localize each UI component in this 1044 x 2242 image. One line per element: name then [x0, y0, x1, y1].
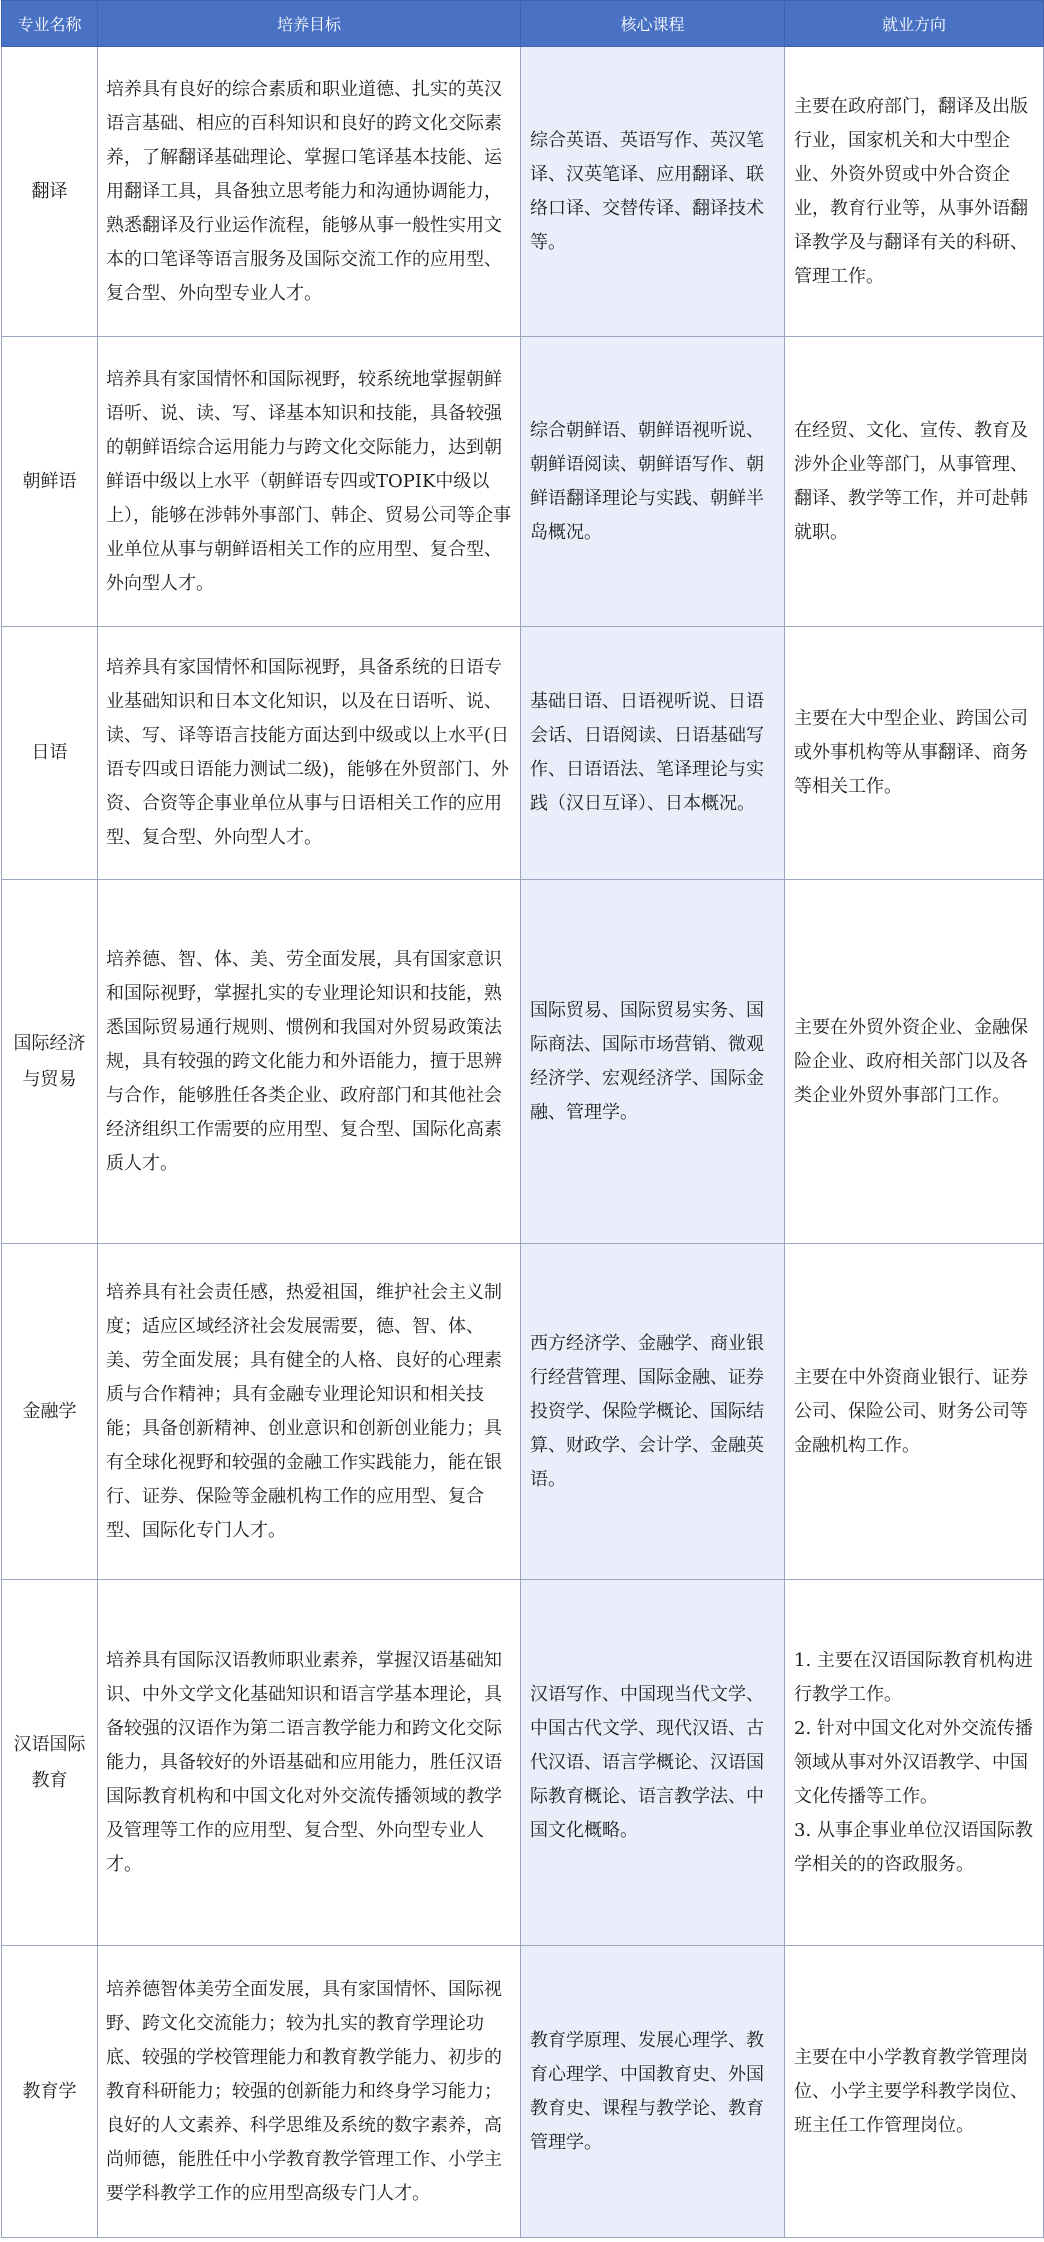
core-courses: 汉语写作、中国现当代文学、中国古代文学、现代汉语、古代汉语、语言学概论、汉语国际教育概论、语言教学法、中国文化概略。 — [521, 1580, 785, 1946]
career-line: 主要在大中型企业、跨国公司或外事机构等从事翻译、商务等相关工作。 — [794, 708, 1028, 797]
training-goal: 培养具有良好的综合素质和职业道德、扎实的英汉语言基础、相应的百科知识和良好的跨文化交际素养，了解翻译基础理论、掌握口笔译基本技能、运用翻译工具，具备独立思考能力和沟通协调能力，熟悉翻译及行业运作流程，能够从事一般性实用文本的口笔译等语言服务及国际交流工作的应用型、复合型、外向型专业人才。 — [98, 47, 521, 337]
table-header — [2, 1, 1044, 47]
major-name: 日语 — [2, 627, 98, 880]
header-career-direction: 就业方向 — [785, 1, 1044, 47]
career-line: 主要在政府部门，翻译及出版行业，国家机关和大中型企业、外资外贸或中外合资企业，教育行业等，从事外语翻译教学及与翻译有关的科研、管理工作。 — [794, 95, 1028, 287]
career-line: 2. 针对中国文化对外交流传播领域从事对外汉语教学、中国文化传播等工作。 — [794, 1717, 1033, 1807]
core-courses: 综合英语、英语写作、英汉笔译、汉英笔译、应用翻译、联络口译、交替传译、翻译技术等。 — [521, 47, 785, 337]
career-line: 在经贸、文化、宣传、教育及涉外企业等部门，从事管理、翻译、教学等工作，并可赴韩就职。 — [794, 419, 1028, 543]
career-direction — [785, 880, 1044, 1244]
major-name: 朝鲜语 — [2, 337, 98, 627]
career-direction — [785, 337, 1044, 627]
major-name: 金融学 — [2, 1244, 98, 1580]
core-courses: 综合朝鲜语、朝鲜语视听说、朝鲜语阅读、朝鲜语写作、朝鲜语翻译理论与实践、朝鲜半岛概况。 — [521, 337, 785, 627]
table-row — [2, 880, 1044, 1244]
career-line: 3. 从事企事业单位汉语国际教学相关的的咨政服务。 — [794, 1819, 1033, 1875]
table-row — [2, 337, 1044, 627]
career-line: 主要在外贸外资企业、金融保险企业、政府相关部门以及各类企业外贸外事部门工作。 — [794, 1016, 1028, 1106]
career-line: 1. 主要在汉语国际教育机构进行教学工作。 — [794, 1649, 1033, 1705]
career-direction — [785, 47, 1044, 337]
table-row — [2, 1244, 1044, 1580]
career-direction — [785, 1244, 1044, 1580]
training-goal: 培养具有家国情怀和国际视野，具备系统的日语专业基础知识和日本文化知识，以及在日语听、说、读、写、译等语言技能方面达到中级或以上水平(日语专四或日语能力测试二级)，能够在外贸部门、外资、合资等企事业单位从事与日语相关工作的应用型、复合型、外向型人才。 — [98, 627, 521, 880]
core-courses: 教育学原理、发展心理学、教育心理学、中国教育史、外国教育史、课程与教学论、教育管理学。 — [521, 1946, 785, 2238]
majors-table — [1, 0, 1044, 2238]
training-goal: 培养具有社会责任感，热爱祖国，维护社会主义制度；适应区域经济社会发展需要，德、智、体、美、劳全面发展；具有健全的人格、良好的心理素质与合作精神；具有金融专业理论知识和相关技能；具备创新精神、创业意识和创新创业能力；具有全球化视野和较强的金融工作实践能力，能在银行、证券、保险等金融机构工作的应用型、复合型、国际化专门人才。 — [98, 1244, 521, 1580]
header-major-name: 专业名称 — [2, 1, 98, 47]
core-courses: 西方经济学、金融学、商业银行经营管理、国际金融、证券投资学、保险学概论、国际结算、财政学、会计学、金融英语。 — [521, 1244, 785, 1580]
major-name: 教育学 — [2, 1946, 98, 2238]
training-goal: 培养具有家国情怀和国际视野，较系统地掌握朝鲜语听、说、读、写、译基本知识和技能，具备较强的朝鲜语综合运用能力与跨文化交际能力，达到朝鲜语中级以上水平（朝鲜语专四或TOPIK中级以上），能够在涉韩外事部门、韩企、贸易公司等企事业单位从事与朝鲜语相关工作的应用型、复合型、外向型人才。 — [98, 337, 521, 627]
table-row — [2, 47, 1044, 337]
career-line: 主要在中小学教育教学管理岗位、小学主要学科教学岗位、班主任工作管理岗位。 — [794, 2046, 1028, 2136]
table-row — [2, 1580, 1044, 1946]
major-name: 汉语国际教育 — [2, 1580, 98, 1946]
header-training-goal: 培养目标 — [98, 1, 521, 47]
core-courses: 基础日语、日语视听说、日语会话、日语阅读、日语基础写作、日语语法、笔译理论与实践（汉日互译）、日本概况。 — [521, 627, 785, 880]
career-direction — [785, 1580, 1044, 1946]
major-name: 翻译 — [2, 47, 98, 337]
career-direction — [785, 627, 1044, 880]
career-line: 主要在中外资商业银行、证券公司、保险公司、财务公司等金融机构工作。 — [794, 1366, 1028, 1456]
header-core-courses: 核心课程 — [521, 1, 785, 47]
major-name: 国际经济与贸易 — [2, 880, 98, 1244]
training-goal: 培养具有国际汉语教师职业素养，掌握汉语基础知识、中外文学文化基础知识和语言学基本理论，具备较强的汉语作为第二语言教学能力和跨文化交际能力，具备较好的外语基础和应用能力，胜任汉语国际教育机构和中国文化对外交流传播领域的教学及管理等工作的应用型、复合型、外向型专业人才。 — [98, 1580, 521, 1946]
training-goal: 培养德、智、体、美、劳全面发展，具有国家意识和国际视野，掌握扎实的专业理论知识和技能，熟悉国际贸易通行规则、惯例和我国对外贸易政策法规，具有较强的跨文化能力和外语能力，擅于思辨与合作，能够胜任各类企业、政府部门和其他社会经济组织工作需要的应用型、复合型、国际化高素质人才。 — [98, 880, 521, 1244]
training-goal: 培养德智体美劳全面发展，具有家国情怀、国际视野、跨文化交流能力；较为扎实的教育学理论功底、较强的学校管理能力和教育教学能力、初步的教育科研能力；较强的创新能力和终身学习能力；良好的人文素养、科学思维及系统的数字素养，高尚师德，能胜任中小学教育教学管理工作、小学主要学科教学工作的应用型高级专门人才。 — [98, 1946, 521, 2238]
table-row — [2, 627, 1044, 880]
table-row — [2, 1946, 1044, 2238]
career-direction — [785, 1946, 1044, 2238]
core-courses: 国际贸易、国际贸易实务、国际商法、国际市场营销、微观经济学、宏观经济学、国际金融、管理学。 — [521, 880, 785, 1244]
